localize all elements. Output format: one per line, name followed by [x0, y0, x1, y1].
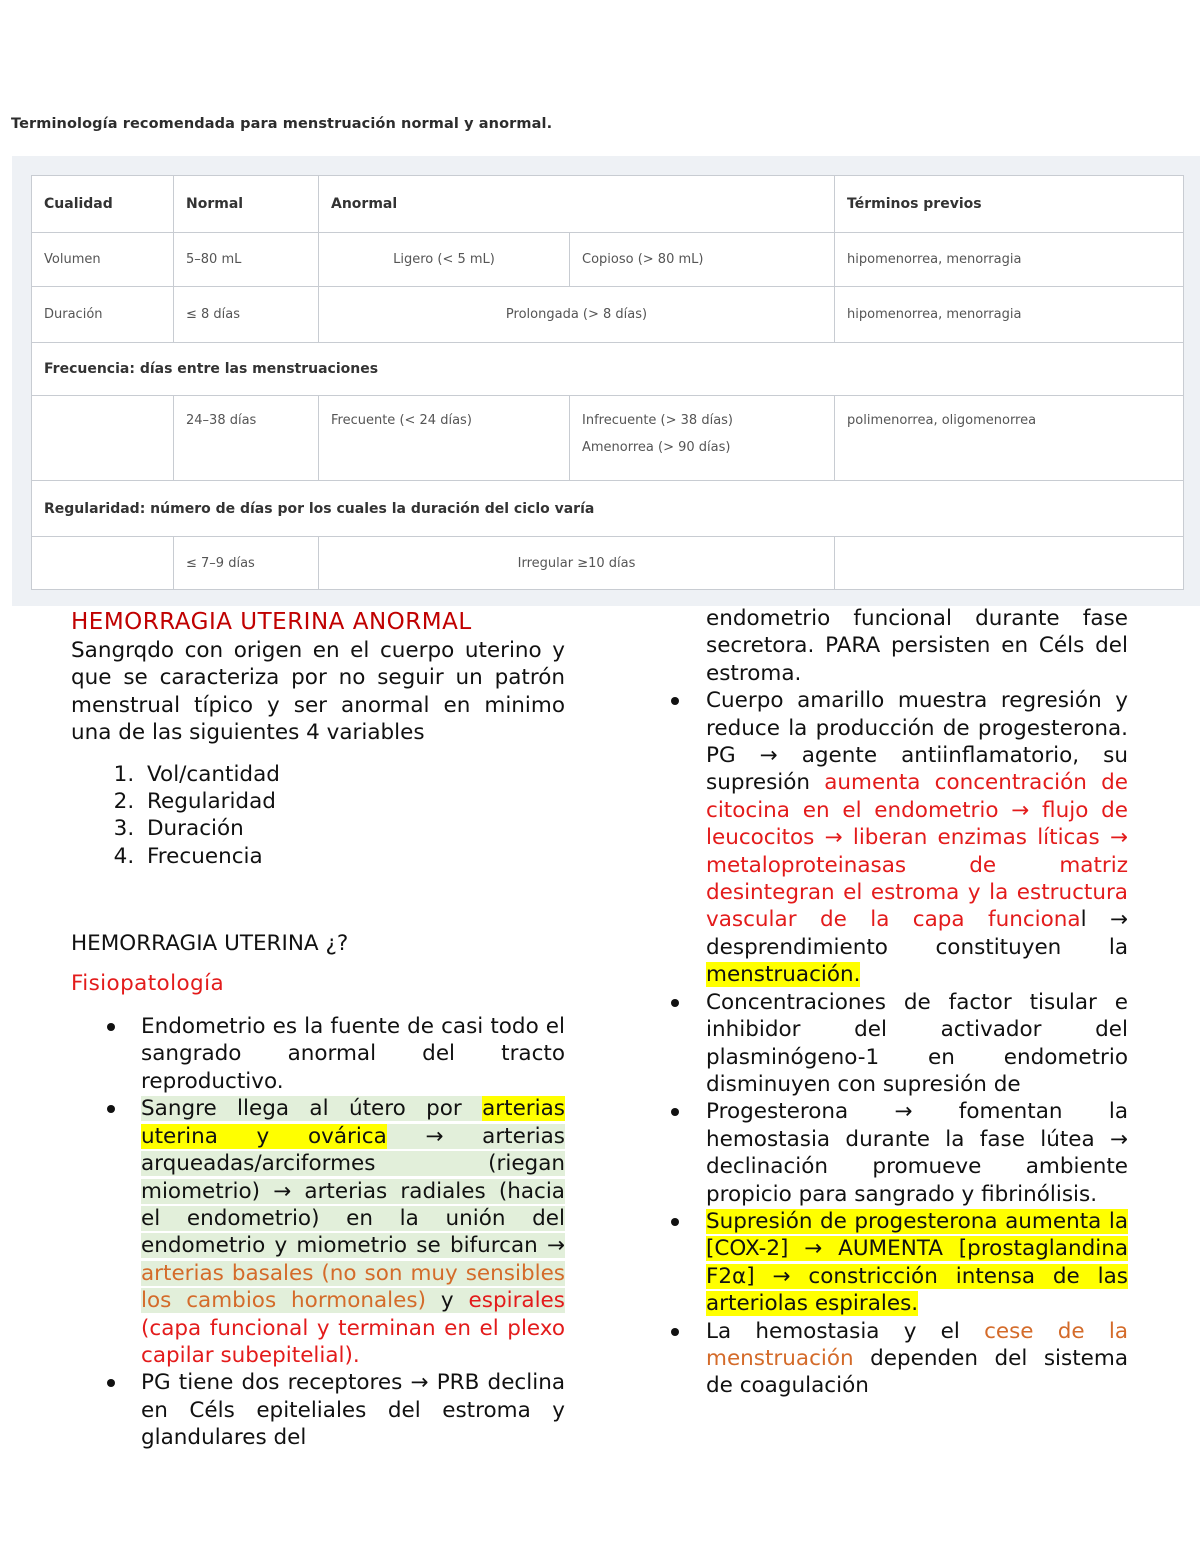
section-regularidad: Regularidad: número de días por los cuales la duración del ciclo varía — [32, 481, 1184, 537]
table-cell: Copioso (> 80 mL) — [570, 233, 835, 287]
header-cualidad: Cualidad — [32, 176, 174, 233]
cell-line: Amenorrea (> 90 días) — [582, 440, 731, 455]
table-row — [32, 396, 1184, 481]
cell-line: Infrecuente (> 38 días) — [582, 413, 734, 428]
list-item — [706, 687, 1128, 988]
table-cell: ≤ 8 días — [174, 287, 319, 343]
text-run: y — [425, 1288, 469, 1314]
subheading: HEMORRAGIA UTERINA ¿? — [71, 931, 349, 957]
intro-paragraph: Sangrqdo con origen en el cuerpo uterino y que se caracteriza por no seguir un patrón menstrual típico y ser anormal en minimo una de las siguientes 4 variables — [71, 638, 565, 746]
orange-text: cese de la menstruación — [706, 1318, 1128, 1371]
table-cell: polimenorrea, oligomenorrea — [835, 396, 1184, 481]
highlight-text: Supresión de progesterona aumenta la [COX-2] → AUMENTA [prostaglandina F2α] → constricción intensa de las arteriolas espirales. — [706, 1208, 1128, 1317]
red-text: aumenta concentración de citocina en el endometrio → flujo de leucocitos → liberan enzimas líticas → metaloproteinasas de matriz desintegran el estroma y la estructura vascular de la capa funciona — [706, 770, 1129, 933]
table-cell — [32, 396, 174, 481]
table-cell: Ligero (< 5 mL) — [319, 233, 570, 287]
list-item: 3. Duración — [141, 815, 565, 842]
table-cell: ≤ 7–9 días — [174, 537, 319, 590]
list-item: 2. Regularidad — [141, 788, 565, 815]
table-cell: hipomenorrea, menorragia — [835, 287, 1184, 343]
text-run: dependen del sistema de coagulación — [706, 1345, 1128, 1399]
table-cell: Volumen — [32, 233, 174, 287]
table-title: Terminología recomendada para menstruación normal y anormal. — [11, 116, 553, 132]
section-frecuencia: Frecuencia: días entre las menstruaciones — [32, 343, 1184, 396]
right-list — [706, 687, 1128, 1400]
highlight-text: arterias uterina y ovárica — [141, 1096, 565, 1149]
fisiopatologia-heading: Fisiopatología — [71, 970, 225, 996]
orange-text: arterias basales (no son muy sensibles los cambios hormonales) — [141, 1260, 565, 1314]
red-text: (capa funcional y terminan en el plexo capilar subepitelial). — [141, 1315, 565, 1368]
table-section-row — [32, 343, 1184, 396]
text-run: → arterias arqueadas/arciformes (riegan miometrio) → arterias radiales (hacia el endometrio) en la unión del endometrio y miometrio se bifurcan → — [141, 1123, 566, 1259]
left-column — [71, 607, 565, 1452]
table-cell: 24–38 días — [174, 396, 319, 481]
table-section-row — [32, 481, 1184, 537]
header-anormal: Anormal — [319, 176, 835, 233]
table-header-row — [32, 176, 1184, 233]
list-item — [706, 1208, 1128, 1318]
text-run: l → desprendimiento constituyen la — [706, 907, 1128, 960]
table-cell — [570, 396, 835, 481]
list-item: Progesterona → fomentan la hemostasia durante la fase lútea → declinación promueve ambiente propicio para sangrado y fibrinólisis. — [706, 1099, 1128, 1207]
table-cell: Frecuente (< 24 días) — [319, 396, 570, 481]
table-cell: Prolongada (> 8 días) — [319, 287, 835, 343]
continued-paragraph: endometrio funcional durante fase secretora. PARA persisten en Céls del estroma. — [706, 606, 1128, 686]
red-text: espirales — [468, 1288, 565, 1314]
table-row — [32, 537, 1184, 590]
list-item — [706, 1318, 1128, 1400]
list-item: 4. Frecuencia — [141, 843, 565, 870]
table-cell — [835, 537, 1184, 590]
list-item: Concentraciones de factor tisular e inhibidor del activador del plasminógeno-1 en endometrio disminuyen con supresión de — [706, 989, 1128, 1097]
table-row — [32, 233, 1184, 287]
right-column — [706, 605, 1128, 1400]
section-heading: HEMORRAGIA UTERINA ANORMAL — [71, 609, 472, 635]
text-run: Cuerpo amarillo muestra regresión y reduce la producción de progesterona. PG → agente antiinflamatorio, su supresión — [706, 688, 1128, 796]
header-normal: Normal — [174, 176, 319, 233]
highlight-text: menstruación. — [706, 962, 861, 988]
table-cell — [32, 537, 174, 590]
table-cell: hipomenorrea, menorragia — [835, 233, 1184, 287]
variables-list — [71, 761, 565, 871]
table-row — [32, 287, 1184, 343]
terminology-table — [31, 175, 1184, 590]
text-run: Sangre llega al útero por — [141, 1096, 483, 1122]
table-cell: 5–80 mL — [174, 233, 319, 287]
list-item: 1. Vol/cantidad — [141, 761, 565, 788]
list-item: PG tiene dos receptores → PRB declina en Céls epiteliales del estroma y glandulares del — [141, 1370, 565, 1451]
table-image — [12, 156, 1200, 606]
list-item: Endometrio es la fuente de casi todo el sangrado anormal del tracto reproductivo. — [141, 1014, 565, 1094]
table-cell: Duración — [32, 287, 174, 343]
fisiopatologia-list — [71, 1013, 565, 1452]
text-run: La hemostasia y el — [706, 1318, 985, 1344]
table-cell: Irregular ≥10 días — [319, 537, 835, 590]
list-item — [141, 1095, 565, 1369]
header-terminos-previos: Términos previos — [835, 176, 1184, 233]
